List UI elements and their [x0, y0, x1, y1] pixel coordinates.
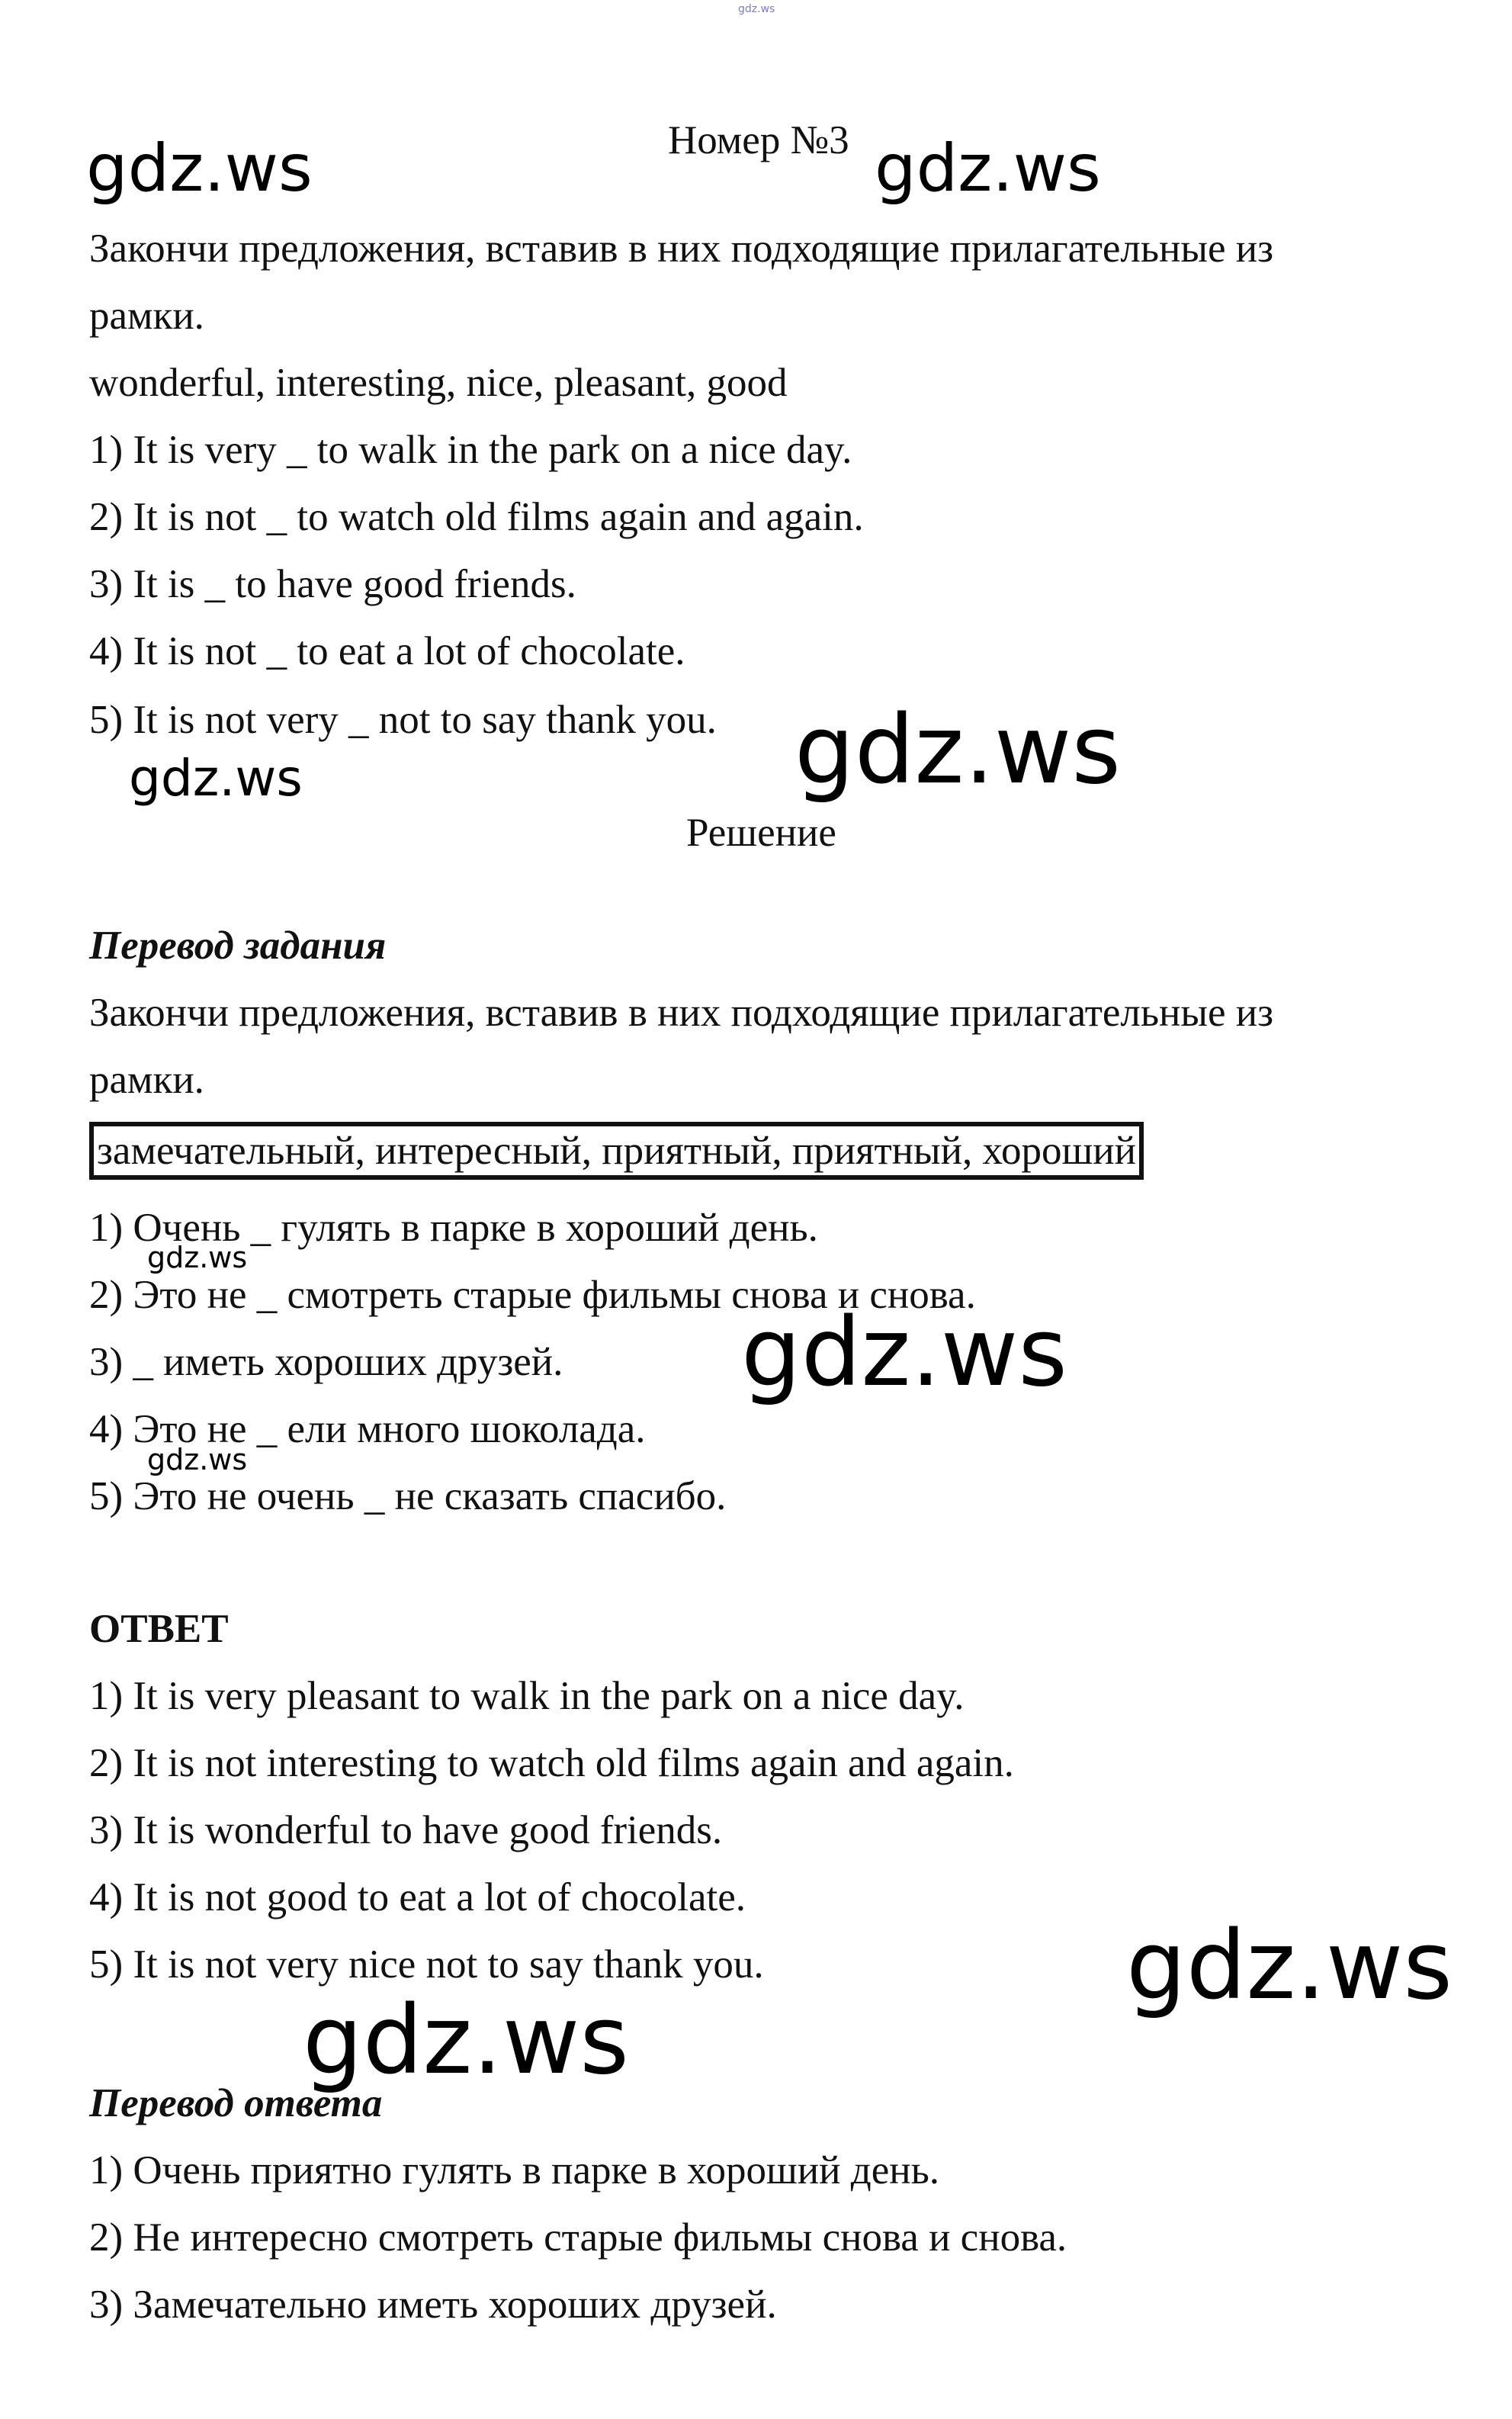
solution-label: Решение — [686, 811, 836, 855]
answer-translation-sentence-2: 2) Не интересно смотреть старые фильмы снова и снова. — [89, 2215, 1067, 2260]
answer-sentence-2: 2) It is not interesting to watch old films again and again. — [89, 1741, 1014, 1785]
translation-sentence-5: 5) Это не очень _ не сказать спасибо. — [89, 1474, 727, 1518]
answer-sentence-5: 5) It is not very nice not to say thank you. — [89, 1942, 764, 1987]
watermark: gdz.ws — [86, 130, 313, 207]
task-sentence-2: 2) It is not _ to watch old films again and again. — [89, 495, 864, 539]
top-watermark: gdz.ws — [738, 3, 775, 15]
answer-translation-sentence-3: 3) Замечательно иметь хороших друзей. — [89, 2282, 777, 2327]
translation-word-bank: замечательный, интересный, приятный, приятный, хороший — [89, 1122, 1144, 1180]
translation-sentence-4: 4) Это не _ ели много шоколада. — [89, 1407, 646, 1451]
task-instruction-line-1: Закончи предложения, вставив в них подходящие прилагательные из — [89, 226, 1274, 271]
watermark: gdz.ws — [741, 1298, 1067, 1408]
translation-sentence-1: 1) Очень _ гулять в парке в хороший день. — [89, 1206, 818, 1250]
task-sentence-5: 5) It is not very _ not to say thank you. — [89, 698, 717, 742]
watermark: gdz.ws — [875, 130, 1101, 207]
translation-sentence-2: 2) Это не _ смотреть старые фильмы снова и снова. — [89, 1273, 976, 1317]
translation-instruction-line-1: Закончи предложения, вставив в них подходящие прилагательные из — [89, 991, 1274, 1035]
answer-sentence-1: 1) It is very pleasant to walk in the park on a nice day. — [89, 1674, 965, 1718]
translation-heading: Перевод задания — [89, 924, 387, 968]
watermark: gdz.ws — [147, 1241, 248, 1274]
answer-sentence-4: 4) It is not good to eat a lot of chocolate. — [89, 1875, 746, 1919]
answer-translation-sentence-1: 1) Очень приятно гулять в парке в хороший день. — [89, 2148, 940, 2193]
watermark: gdz.ws — [1126, 1911, 1453, 2021]
watermark: gdz.ws — [129, 749, 303, 808]
task-word-bank: wonderful, interesting, nice, pleasant, good — [89, 361, 788, 405]
task-title: Номер №3 — [668, 118, 849, 162]
watermark: gdz.ws — [147, 1443, 248, 1476]
watermark: gdz.ws — [303, 1986, 629, 2096]
translation-instruction-line-2: рамки. — [89, 1058, 204, 1102]
watermark: gdz.ws — [795, 696, 1121, 805]
answer-heading: ОТВЕТ — [89, 1607, 229, 1651]
answer-translation-heading: Перевод ответа — [89, 2081, 383, 2125]
answer-sentence-3: 3) It is wonderful to have good friends. — [89, 1808, 723, 1852]
task-sentence-4: 4) It is not _ to eat a lot of chocolate. — [89, 629, 685, 673]
translation-sentence-3: 3) _ иметь хороших друзей. — [89, 1340, 563, 1384]
task-sentence-3: 3) It is _ to have good friends. — [89, 562, 576, 606]
task-sentence-1: 1) It is very _ to walk in the park on a nice day. — [89, 428, 852, 472]
task-instruction-line-2: рамки. — [89, 294, 204, 338]
